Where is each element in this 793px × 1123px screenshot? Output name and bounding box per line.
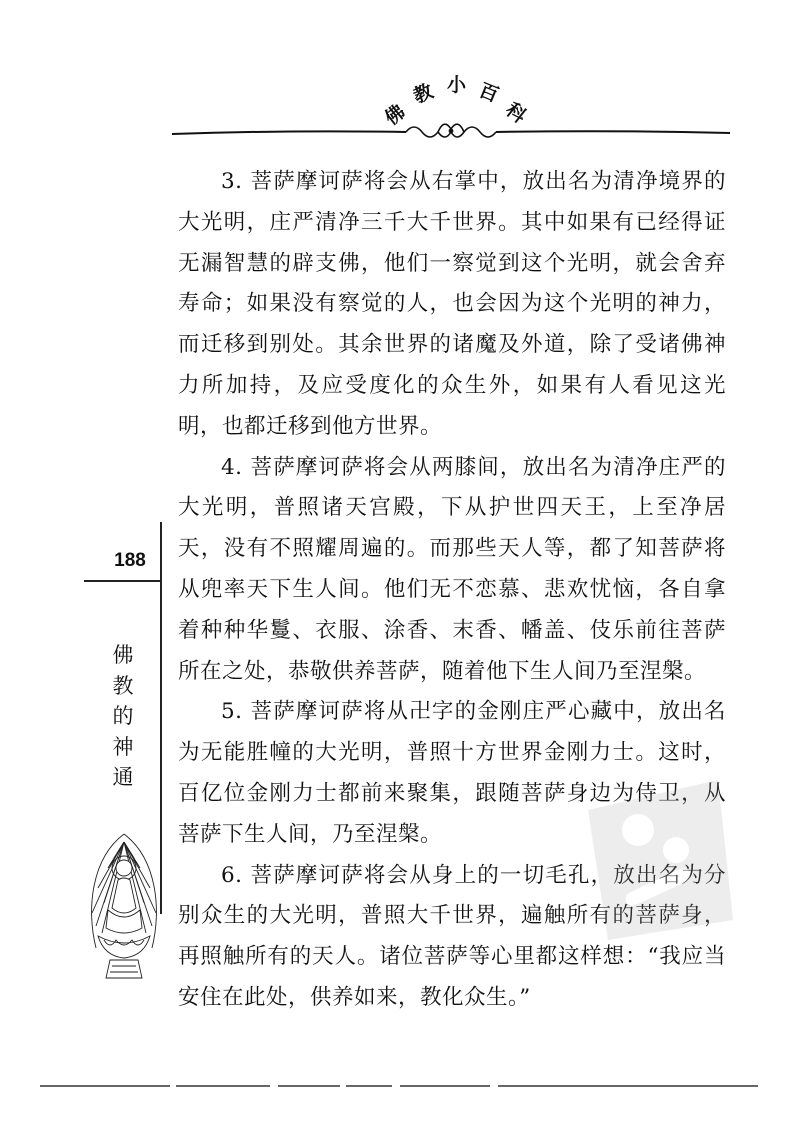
series-title-char-5: 科 <box>501 98 531 128</box>
book-title-char-1: 佛 <box>112 643 134 667</box>
margin-rule-horizontal <box>84 580 162 582</box>
book-title-char-2: 教 <box>112 673 134 698</box>
series-title-char-2: 教 <box>410 80 437 108</box>
header-ornament <box>170 118 732 148</box>
paragraph-4: 4. 菩萨摩诃萨将会从两膝间，放出名为清净庄严的大光明，普照诸天宫殿，下从护世四天王，上至净居天，没有不照耀周遍的。而那些天人等，都了知菩萨将从兜率天下生人间。他们无不恋慕、悲欢忧恼，各自拿着种种华鬘、衣服、涂香、末香、幡盖、伎乐前往菩萨所在之处，恭敬供养菩萨，随着他下生人间乃至涅槃。 <box>178 454 726 684</box>
buddha-illustration <box>84 828 164 986</box>
book-title-char-4: 神 <box>112 734 134 759</box>
series-title-char-3: 小 <box>447 74 467 96</box>
paragraph-3: 3. 菩萨摩诃萨将会从右掌中，放出名为清净境界的大光明，庄严清净三千大千世界。其中如果有已经得证无漏智慧的辟支佛，他们一察觉到这个光明，就会舍弃寿命；如果没有察觉的人，也会因为这个光明的神力，而迁移到别处。其余世界的诸魔及外道，除了受诸佛神力所加持，及应受度化的众生外，如果有人看见这光明，也都迁移到他方世界。 <box>178 169 726 439</box>
paragraph-6: 6. 菩萨摩诃萨将会从身上的一切毛孔，放出名为分别众生的大光明，普照大千世界，遍触所有的菩萨身，再照触所有的天人。诸位菩萨等心里都这样想：“我应当安住在此处，供养如来，教化众生。” <box>178 862 726 1010</box>
book-title-char-3: 的 <box>112 704 134 728</box>
series-title-char-4: 百 <box>475 79 502 107</box>
bottom-rule <box>40 1082 758 1090</box>
series-title-char-1: 佛 <box>380 100 410 130</box>
page-number: 188 <box>114 550 146 571</box>
paragraph-5: 5. 菩萨摩诃萨将从卍字的金刚庄严心藏中，放出名为无能胜幢的大光明，普照十方世界金刚力士。这时，百亿位金刚力士都前来聚集，跟随菩萨身边为侍卫，从菩萨下生人间，乃至涅槃。 <box>178 699 726 847</box>
watermark-stamp <box>568 770 743 945</box>
book-title-vertical <box>108 640 138 793</box>
book-title-char-5: 通 <box>112 765 134 789</box>
